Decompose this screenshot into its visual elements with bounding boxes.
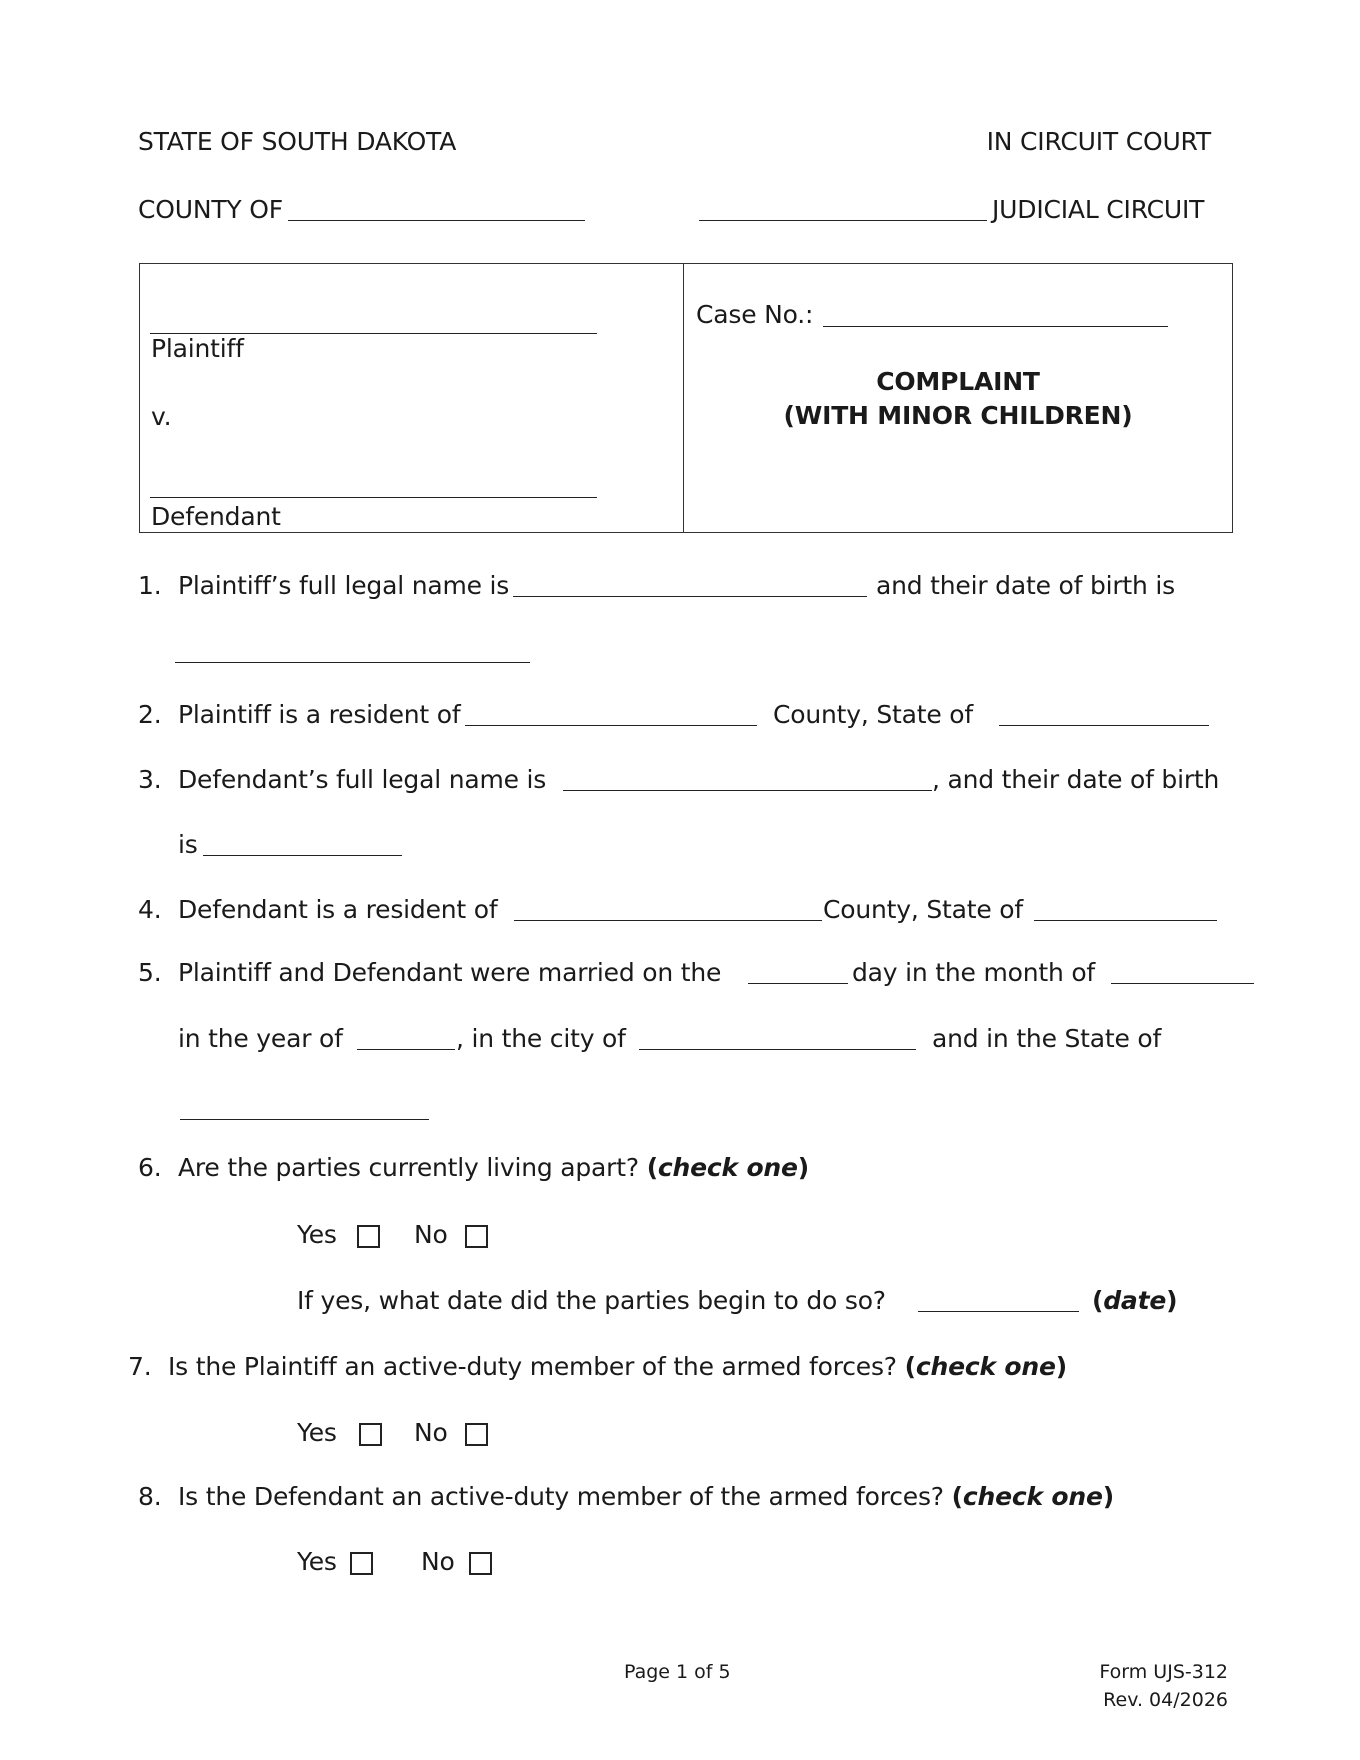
- item-6-paren-close: ): [797, 1153, 810, 1182]
- item-4-text-b: County, State of: [823, 895, 1023, 924]
- item-7-no-label: No: [414, 1418, 448, 1447]
- marriage-city-field[interactable]: [639, 1049, 916, 1050]
- item-6-yes-checkbox[interactable]: [357, 1225, 380, 1248]
- item-7-yes-label: Yes: [297, 1418, 337, 1447]
- court-label: IN CIRCUIT COURT: [986, 127, 1211, 156]
- form-number: Form UJS-312: [1099, 1661, 1228, 1683]
- item-8-question: [178, 1482, 1114, 1512]
- item-3-number: 3.: [138, 765, 162, 794]
- date-hint-text: date: [1103, 1286, 1167, 1315]
- plaintiff-county-field[interactable]: [465, 725, 757, 726]
- item-6-date-hint: [1092, 1286, 1177, 1316]
- marriage-state-field[interactable]: [180, 1119, 429, 1120]
- item-6-paren-open: (: [646, 1153, 658, 1182]
- item-7-yes-checkbox[interactable]: [359, 1423, 382, 1446]
- item-3-text-b: , and their date of birth: [932, 765, 1220, 794]
- item-8-instruction: check one: [962, 1482, 1103, 1511]
- county-label: COUNTY OF: [138, 195, 283, 224]
- item-8-yes-label: Yes: [297, 1547, 337, 1576]
- item-5-text-c: in the year of: [178, 1024, 343, 1053]
- item-4-text: Defendant is a resident of: [178, 895, 498, 924]
- defendant-dob-field[interactable]: [203, 855, 402, 856]
- item-6-number: 6.: [138, 1153, 162, 1182]
- item-8-paren-close: ): [1102, 1482, 1114, 1511]
- item-5-number: 5.: [138, 958, 162, 987]
- item-7-text: Is the Plaintiff an active-duty member of the armed forces?: [168, 1352, 897, 1381]
- date-hint-paren-close: ): [1166, 1286, 1178, 1315]
- item-7-instruction: check one: [915, 1352, 1056, 1381]
- item-7-number: 7.: [128, 1352, 152, 1381]
- item-8-paren-open: (: [951, 1482, 963, 1511]
- item-2-text: Plaintiff is a resident of: [178, 700, 461, 729]
- plaintiff-state-field[interactable]: [999, 725, 1209, 726]
- page-number: Page 1 of 5: [624, 1661, 731, 1683]
- item-8-no-label: No: [421, 1547, 455, 1576]
- item-1-number: 1.: [138, 571, 162, 600]
- item-5-text-b: day in the month of: [852, 958, 1096, 987]
- item-6-question: [178, 1153, 809, 1183]
- defendant-county-field[interactable]: [514, 920, 822, 921]
- plaintiff-label: Plaintiff: [151, 334, 244, 363]
- item-1-text: Plaintiff’s full legal name is: [178, 571, 510, 600]
- item-7-question: [168, 1352, 1067, 1382]
- item-6-no-label: No: [414, 1220, 448, 1249]
- item-3-text: Defendant’s full legal name is: [178, 765, 547, 794]
- plaintiff-legal-name-field[interactable]: [513, 596, 867, 597]
- case-caption-box: [139, 263, 1233, 533]
- date-hint-paren-open: (: [1092, 1286, 1104, 1315]
- item-2-text-b: County, State of: [773, 700, 973, 729]
- item-3-text-c: is: [178, 830, 198, 859]
- case-no-field[interactable]: [823, 326, 1168, 327]
- case-no-label: Case No.:: [696, 300, 814, 329]
- marriage-day-field[interactable]: [748, 983, 848, 984]
- item-7-no-checkbox[interactable]: [465, 1423, 488, 1446]
- defendant-legal-name-field[interactable]: [563, 790, 932, 791]
- item-5-text-e: and in the State of: [932, 1024, 1162, 1053]
- item-4-number: 4.: [138, 895, 162, 924]
- marriage-year-field[interactable]: [357, 1049, 455, 1050]
- document-title: COMPLAINT: [876, 367, 1040, 396]
- county-field[interactable]: [288, 220, 585, 221]
- item-5-text-d: , in the city of: [456, 1024, 626, 1053]
- document-subtitle: (WITH MINOR CHILDREN): [783, 401, 1133, 430]
- item-5-text: Plaintiff and Defendant were married on the: [178, 958, 722, 987]
- revision-date: Rev. 04/2026: [1103, 1689, 1228, 1711]
- defendant-label: Defendant: [151, 502, 281, 531]
- circuit-label: JUDICIAL CIRCUIT: [992, 195, 1205, 224]
- item-6-instruction: check one: [657, 1153, 798, 1182]
- defendant-state-field[interactable]: [1034, 920, 1217, 921]
- item-8-number: 8.: [138, 1482, 162, 1511]
- circuit-field[interactable]: [699, 220, 987, 221]
- plaintiff-dob-field[interactable]: [175, 662, 530, 663]
- item-1-text-b: and their date of birth is: [876, 571, 1175, 600]
- versus-label: v.: [151, 402, 172, 431]
- item-8-text: Is the Defendant an active-duty member of the armed forces?: [178, 1482, 944, 1511]
- item-8-yes-checkbox[interactable]: [350, 1552, 373, 1575]
- item-7-paren-open: (: [904, 1352, 916, 1381]
- state-label: STATE OF SOUTH DAKOTA: [138, 127, 457, 156]
- item-6-no-checkbox[interactable]: [465, 1225, 488, 1248]
- item-2-number: 2.: [138, 700, 162, 729]
- item-6-followup: If yes, what date did the parties begin to do so?: [297, 1286, 886, 1315]
- item-6-yes-label: Yes: [297, 1220, 337, 1249]
- caption-divider: [683, 263, 684, 533]
- item-7-paren-close: ): [1055, 1352, 1067, 1381]
- marriage-month-field[interactable]: [1111, 983, 1254, 984]
- separation-date-field[interactable]: [918, 1311, 1079, 1312]
- defendant-name-field[interactable]: [150, 497, 597, 498]
- item-6-text: Are the parties currently living apart?: [178, 1153, 639, 1182]
- item-8-no-checkbox[interactable]: [469, 1552, 492, 1575]
